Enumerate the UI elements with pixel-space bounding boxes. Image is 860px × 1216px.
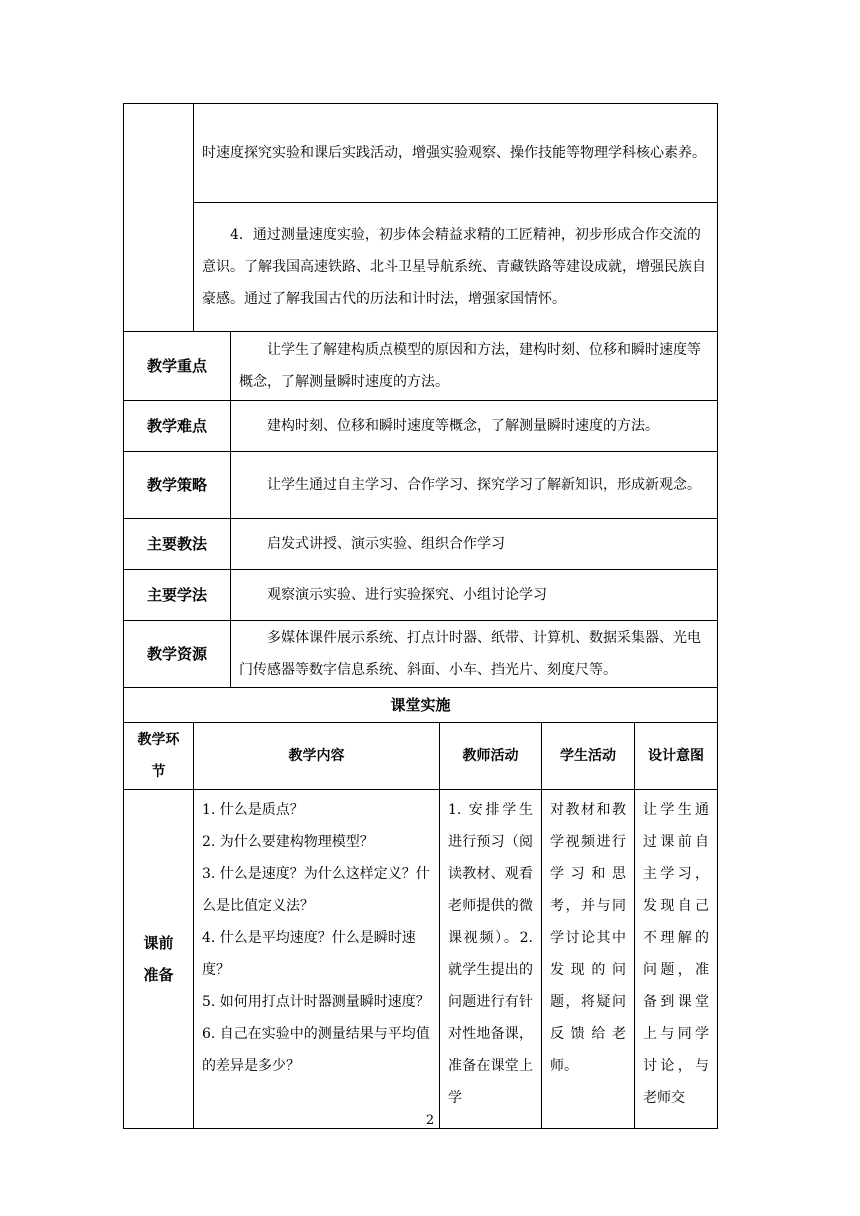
- column-header-row: [124, 723, 718, 790]
- objective-item4: 4．通过测量速度实验，初步体会精益求精的工匠精神，初步形成合作交流的意识。了解我国高速铁路、北斗卫星导航系统、青藏铁路等建设成就，增强民族自豪感。通过了解我国古代的历法和计时法，增强家国情怀。: [194, 203, 718, 332]
- header-content: 教学内容: [194, 723, 440, 790]
- key-points-row: [124, 332, 718, 401]
- learning-method-label: 主要学法: [124, 570, 231, 621]
- learning-method-row: [124, 570, 718, 621]
- strategy-content: 让学生通过自主学习、合作学习、探究学习了解新知识，形成新观念。: [231, 452, 718, 519]
- lesson-plan-table: [123, 103, 718, 1129]
- teaching-method-row: [124, 519, 718, 570]
- teaching-method-content: 启发式讲授、演示实验、组织合作学习: [231, 519, 718, 570]
- prep-question-6: 6. 自己在实验中的测量结果与平均值的差异是多少？: [202, 1026, 430, 1074]
- objective-item3-tail: 时速度探究实验和课后实践活动，增强实验观察、操作技能等物理学科核心素养。: [194, 104, 718, 203]
- resources-label: 教学资源: [124, 621, 231, 688]
- header-stage: 教学环节: [124, 723, 194, 790]
- objectives-label-cell: [124, 104, 194, 332]
- objectives-row: [124, 104, 718, 203]
- difficulties-row: [124, 401, 718, 452]
- key-points-label: 教学重点: [124, 332, 231, 401]
- section-title: 课堂实施: [124, 688, 718, 723]
- page-number: 2: [425, 1113, 435, 1128]
- difficulties-label: 教学难点: [124, 401, 231, 452]
- teaching-method-label: 主要教法: [124, 519, 231, 570]
- prep-question-1: 1. 什么是质点？: [202, 802, 304, 818]
- prep-student-activity: 对教材和教学视频进行学习和思考，并与同学讨论其中发现的问题，将疑问反馈给老师。: [542, 790, 635, 1129]
- header-student: 学生活动: [542, 723, 635, 790]
- prep-teacher-activity: 1. 安排学生进行预习（阅读教材、观看老师提供的微课视频）。2. 就学生提出的问题进行有针对性地备课，准备在课堂上学: [440, 790, 542, 1129]
- strategy-row: [124, 452, 718, 519]
- prep-questions: [194, 790, 440, 1129]
- prep-question-4: 4. 什么是平均速度？什么是瞬时速度？: [202, 930, 416, 978]
- resources-row: [124, 621, 718, 688]
- key-points-content: 让学生了解建构质点模型的原因和方法，建构时刻、位移和瞬时速度等概念，了解测量瞬时速度的方法。: [231, 332, 718, 401]
- prep-stage-label: 课前准备: [124, 790, 194, 1129]
- resources-content: 多媒体课件展示系统、打点计时器、纸带、计算机、数据采集器、光电门传感器等数字信息系统、斜面、小车、挡光片、刻度尺等。: [231, 621, 718, 688]
- learning-method-content: 观察演示实验、进行实验探究、小组讨论学习: [231, 570, 718, 621]
- prep-question-3: 3. 什么是速度？为什么这样定义？什么是比值定义法？: [202, 866, 430, 914]
- prep-row: [124, 790, 718, 1129]
- objectives-row-2: [124, 203, 718, 332]
- prep-design-intent: 让学生通过课前自主学习，发现自己不理解的问题，准备到课堂上与同学讨论，与老师交: [635, 790, 718, 1129]
- prep-question-2: 2. 为什么要建构物理模型？: [202, 834, 374, 850]
- strategy-label: 教学策略: [124, 452, 231, 519]
- difficulties-content: 建构时刻、位移和瞬时速度等概念，了解测量瞬时速度的方法。: [231, 401, 718, 452]
- header-intent: 设计意图: [635, 723, 718, 790]
- prep-question-5: 5. 如何用打点计时器测量瞬时速度？: [202, 994, 430, 1010]
- header-teacher: 教师活动: [440, 723, 542, 790]
- section-title-row: [124, 688, 718, 723]
